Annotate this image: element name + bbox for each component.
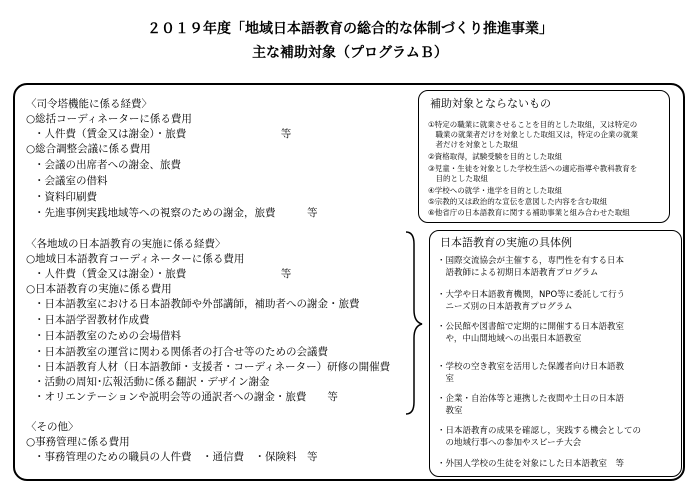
exclusion-item: 職業の就業者だけを対象とした取組又は，特定の企業の就業 xyxy=(428,130,638,139)
example-item: ・公民館や図書館で定期的に開催する日本語教室 xyxy=(437,322,625,332)
example-item: 教室 xyxy=(437,406,463,416)
page-title: ２０１９年度「地域日本語教育の総合的な体制づくり推進事業」 xyxy=(147,21,553,37)
cost-item: ・オリエンテーションや説明会等の通訳者への謝金・旅費 等 xyxy=(34,391,338,403)
example-item: ・学校の空き教室を活用した保護者向け日本語教 xyxy=(437,362,625,372)
cost-item: ・会議の出席者への謝金、旅費 xyxy=(34,159,181,171)
example-item: ・日本語教育の成果を確認し，実践する機会としての xyxy=(437,426,642,436)
page-subtitle: 主な補助対象（プログラムＢ） xyxy=(252,45,448,61)
cost-item: ・活動の周知･広報活動に係る翻訳・デザイン謝金 xyxy=(34,376,270,388)
cost-item: ・日本語教室の運営に関わる関係者の打合せ等のための会議費 xyxy=(34,346,328,358)
example-item: の地域行事への参加やスピーチ大会 xyxy=(437,438,582,448)
brace-connector-icon xyxy=(402,228,426,418)
cost-item: ・人件費（賃金又は謝金）・旅費 等 xyxy=(34,128,292,140)
exclusion-item: 者だけを対象とした取組 xyxy=(428,140,518,149)
example-item: 語教師による初期日本語教育プログラム xyxy=(437,268,599,278)
example-item: ニーズ別の日本語教育プログラム xyxy=(437,302,573,312)
exclusion-item: ⑤宗教的又は政治的な宣伝を意図した内容を含む取組 xyxy=(428,197,608,206)
section-header-implementation: 〈各地域の日本語教育の実施に係る経費〉 xyxy=(26,238,226,250)
example-item: ・企業・自治体等と連携した夜間や土日の日本語 xyxy=(437,394,625,404)
example-item: ・外国人学校の生徒を対象にした日本語教室 等 xyxy=(437,459,625,469)
exclusion-item: ④学校への就学・進学を目的とした取組 xyxy=(428,186,563,195)
cost-item: ・会議室の借料 xyxy=(34,175,108,187)
exclusion-item: ②資格取得，試験受験を目的とした取組 xyxy=(428,152,563,161)
cost-item: ・先進事例実践地域等への視察のための謝金，旅費 等 xyxy=(34,207,318,219)
example-item: ・国際交流協会が主催する，専門性を有する日本 xyxy=(437,256,625,266)
exclusion-item: 目的とした取組 xyxy=(428,174,488,183)
exclusion-item: ③児童・生徒を対象とした学校生活への適応指導や教科教育を xyxy=(428,164,638,173)
cost-item: ○総括コーディネーターに係る費用 xyxy=(26,113,192,125)
example-item: 室 xyxy=(437,374,455,384)
cost-item: ○事務管理に係る費用 xyxy=(26,436,130,448)
cost-item: ・日本語学習教材作成費 xyxy=(34,314,150,326)
example-item: や，中山間地域への出張日本語教室 xyxy=(437,334,582,344)
cost-item: ・日本語教室のための会場借料 xyxy=(34,330,181,342)
exclusion-item: ⑥他省庁の日本語教育に関する補助事業と組み合わせた取組 xyxy=(428,208,630,217)
cost-item: ○日本語教育の実施に係る費用 xyxy=(26,283,172,295)
cost-item: ○地域日本語教育コーディネーターに係る費用 xyxy=(26,253,245,265)
cost-item: ・日本語教室における日本語教師や外部講師，補助者への謝金・旅費 xyxy=(34,298,360,310)
cost-item: ・事務管理のための職員の人件費 ・通信費 ・保険料 等 xyxy=(34,451,318,463)
exclusion-item: ①特定の職業に就業させることを目的とした取組，又は特定の xyxy=(428,120,638,129)
examples-title: 日本語教育の実施の具体例 xyxy=(440,236,572,249)
example-item: ・大学や日本語教育機関，NPO等に委託して行う xyxy=(437,290,626,300)
not-covered-title: 補助対象とならないもの xyxy=(430,97,551,110)
cost-item: ・人件費（賃金又は謝金）・旅費 等 xyxy=(34,268,292,280)
section-header-other: 〈その他〉 xyxy=(26,421,79,433)
cost-item: ・資料印刷費 xyxy=(34,191,97,203)
section-header-command: 〈司令塔機能に係る経費〉 xyxy=(26,98,152,110)
cost-item: ○総合調整会議に係る費用 xyxy=(26,143,151,155)
cost-item: ・日本語教育人材（日本語教師・支援者・コーディネーター）研修の開催費 xyxy=(34,361,391,373)
